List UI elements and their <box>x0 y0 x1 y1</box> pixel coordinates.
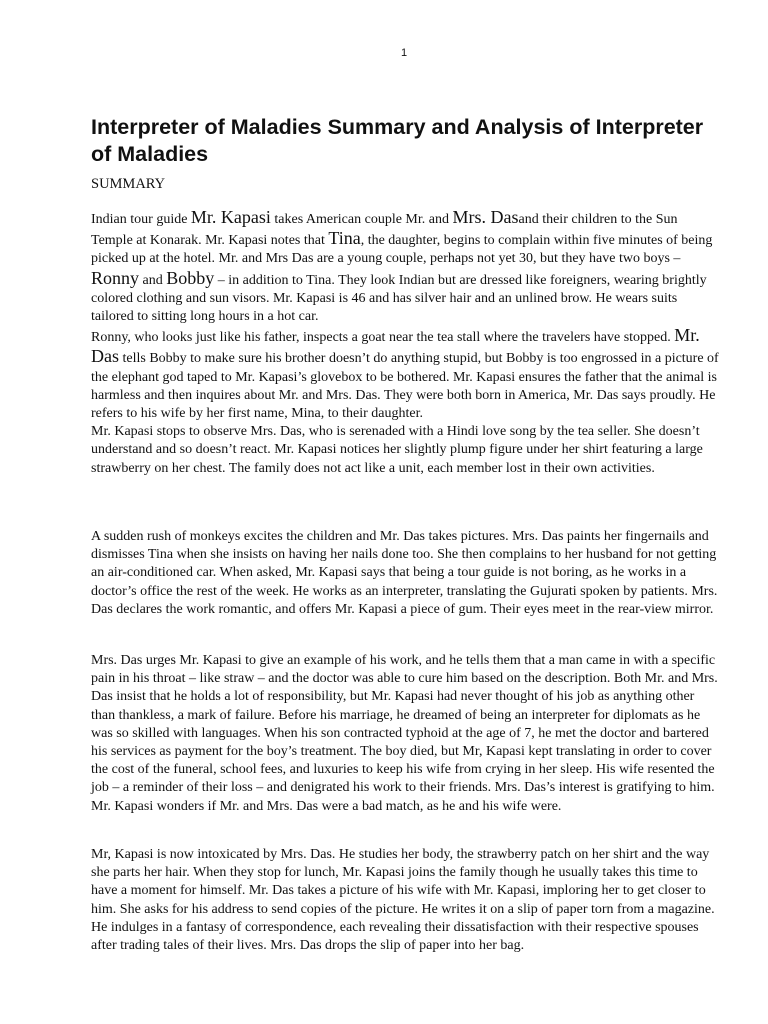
name-bobby: Bobby <box>166 267 215 288</box>
paragraph-1 <box>91 208 721 478</box>
paragraph-4: Mr, Kapasi is now intoxicated by Mrs. Das. He studies her body, the strawberry patch on her shirt and the way she parts her hair. When they stop for lunch, Mr. Kapasi joins the family though he usually takes this time to have a moment for himself. Mr. Das takes a picture of his wife with Mr. Kapasi, imploring her to get closer to him. She asks for his address to send copies of the picture. He writes it on a slip of paper torn from a magazine. He indulges in a fantasy of correspondence, each revealing their dissatisfaction with their respective spouses after trading tales of their lives. Mrs. Das drops the slip of paper into her bag. <box>91 847 715 954</box>
text-run: – in addition to Tina. They look Indian but are dressed like foreigners, wearing brightly colored clothing and sun visors. Mr. Kapasi is 46 and has silver hair and an unlined brow. He wears suits tailored to sitting long hours in a hot car. <box>91 272 707 325</box>
paragraph-2: A sudden rush of monkeys excites the children and Mr. Das takes pictures. Mrs. Das paints her fingernails and dismisses Tina when she insists on having her nails done too. She then complains to her husband for not getting an air-conditioned car. When asked, Mr. Kapasi says that being a tour guide is not boring, as he works in a doctor’s office the rest of the week. He works as an interpreter, translating the Gujurati spoken by patients. Mrs. Das declares the work romantic, and offers Mr. Kapasi a piece of gum. Their eyes meet in the rear-view mirror. <box>91 529 718 617</box>
text-run: and their children to the Sun Temple at Konarak. Mr. Kapasi notes that <box>91 212 678 249</box>
text-run: Indian tour guide <box>91 212 191 227</box>
section-heading: SUMMARY <box>91 176 166 192</box>
text-run: takes American couple Mr. and <box>270 212 453 227</box>
name-kapasi: Mr. Kapasi <box>190 207 271 227</box>
text-run: , the daughter, begins to complain within five minutes of being picked up at the hotel. Mr. and Mrs Das are a young couple, perhaps not yet 30, but they have two boys – <box>91 233 713 267</box>
page-number: 1 <box>400 47 408 59</box>
name-tina: Tina <box>328 228 361 249</box>
text-run: Mr. Kapasi stops to observe Mrs. Das, who is serenaded with a Hindi love song by the tea seller. She doesn’t understand and so doesn’t react. Mr. Kapasi notices her slightly plump figure under her shirt featuring a large strawberry on her chest. The family does not act like a unit, each member lost in their own activities. <box>91 424 703 476</box>
name-ronny: Ronny <box>91 267 140 288</box>
text-run: tells Bobby to make sure his brother doesn’t do anything stupid, but Bobby is too engrossed in a picture of the elephant god taped to Mr. Kapasi’s glovebox to be bothered. Mr. Kapasi ensures the father that the animal is harmless and then inquires about Mr. and Mrs. Das. They were both born in America, Mr. Das says proudly. He refers to his wife by her first name, Mina, to their daughter. <box>91 351 719 422</box>
document-title: Interpreter of Maladies Summary and Analysis of Interpreter of Maladies <box>91 115 704 166</box>
name-mr-das: Mr. Das <box>91 325 700 367</box>
name-mrs-das: Mrs. Das <box>452 207 519 227</box>
text-run: and <box>139 272 167 288</box>
text-run: Ronny, who looks just like his father, inspects a goat near the tea stall where the travelers have stopped. <box>91 330 675 346</box>
paragraph-3: Mrs. Das urges Mr. Kapasi to give an example of his work, and he tells them that a man came in with a specific pain in his throat – like straw – and the doctor was able to cure him based on the description. Both Mr. and Mrs. Das insist that he holds a lot of responsibility, but Mr. Kapasi had never thought of his job as anything other than thankless, a mark of failure. Before his marriage, he dreamed of being an interpreter for diplomats as he was so skilled with languages. When his son contracted typhoid at the age of 7, he met the doctor and bartered his services as payment for the boy’s treatment. The boy died, but Mr, Kapasi kept translating in order to cover the cost of the funeral, school fees, and luxuries to keep his wife from crying in her sleep. His wife resented the job – a reminder of their loss – and denigrated his work to their friends. Mrs. Das’s interest is gratifying to him. Mr. Kapasi wonders if Mr. and Mrs. Das were a bad match, as he and his wife were. <box>91 653 718 814</box>
